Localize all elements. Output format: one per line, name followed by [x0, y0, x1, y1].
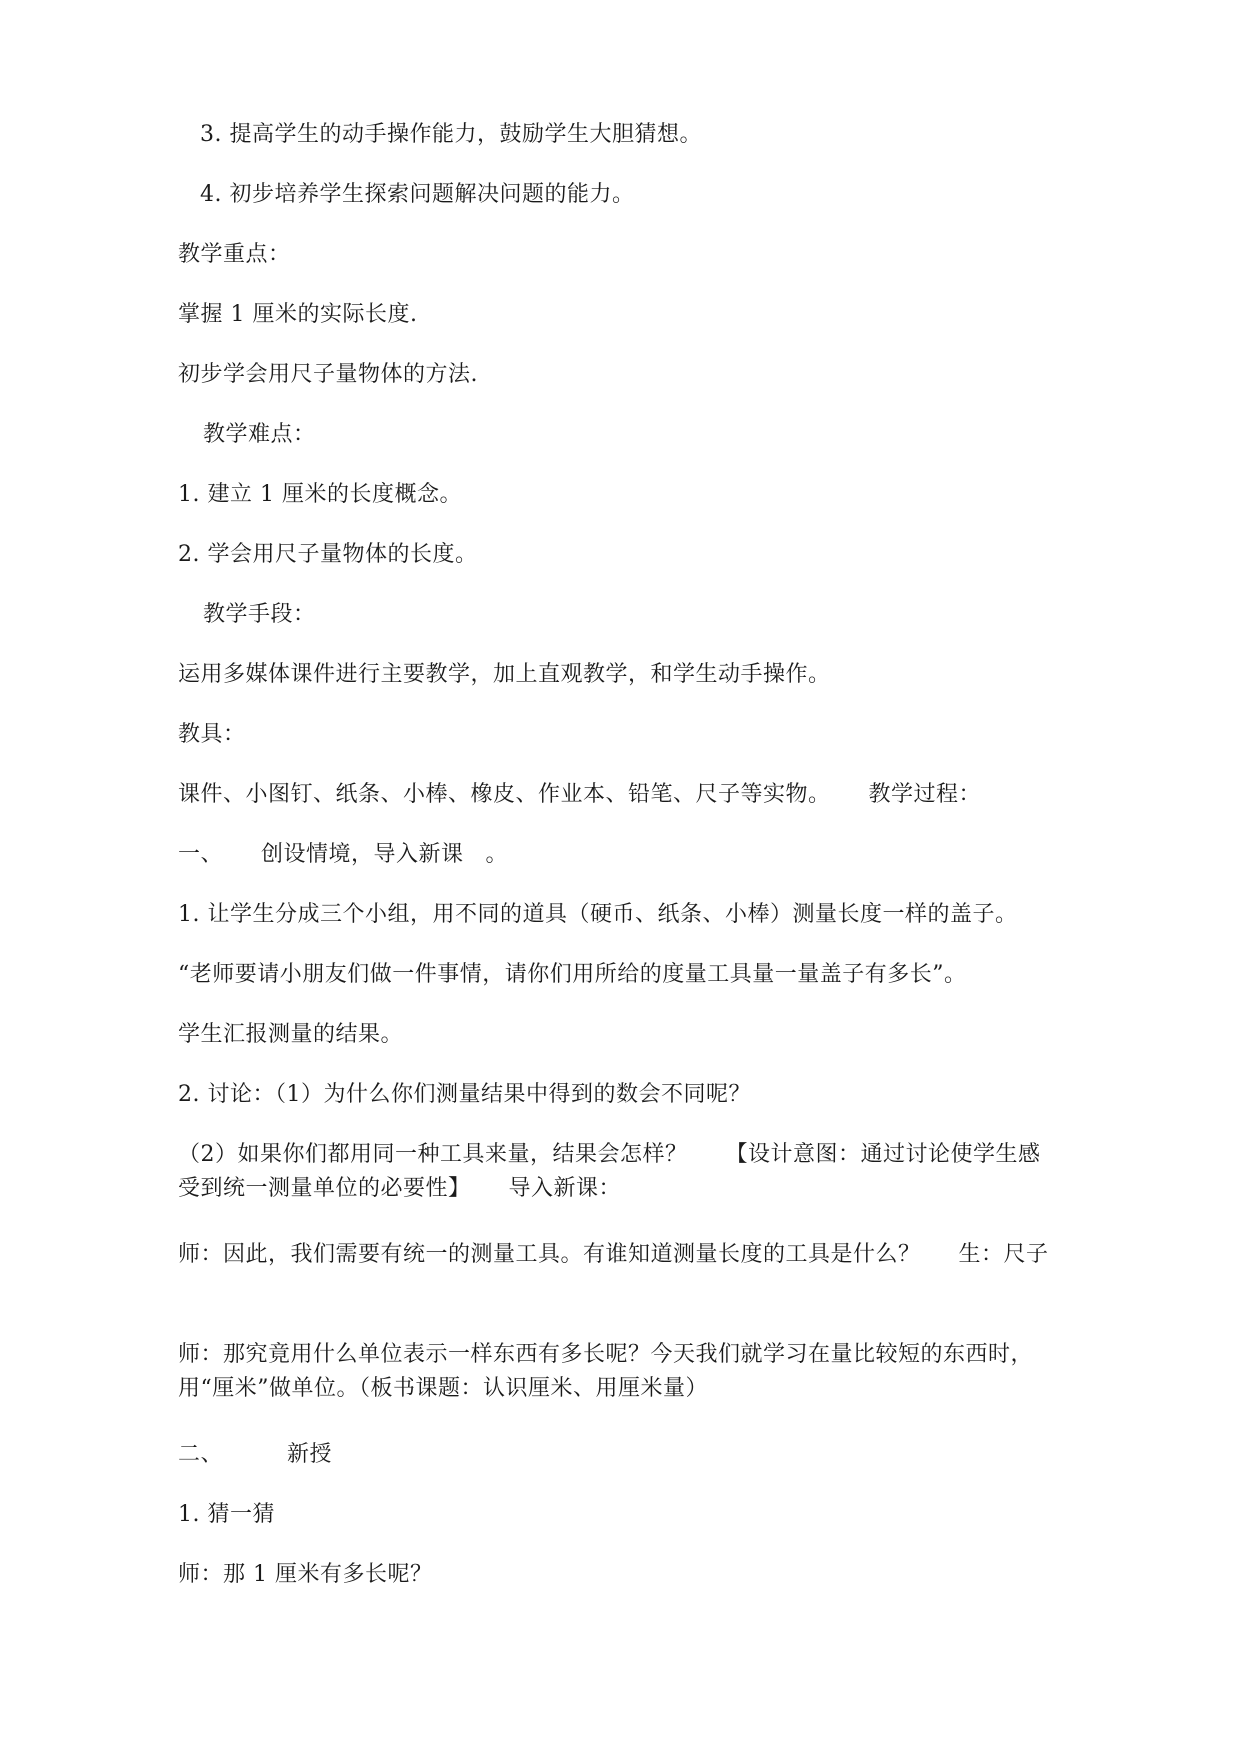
discussion-2-line [178, 1138, 1041, 1172]
heading-difficulties: 教学难点： [203, 422, 316, 447]
difficulty-2: 2. 学会用尺子量物体的长度。 [178, 542, 478, 567]
section-1-heading [178, 838, 508, 872]
student-report: 学生汇报测量的结果。 [178, 1022, 404, 1047]
guess-heading: 1. 猜一猜 [178, 1502, 275, 1527]
heading-teaching-process: 教学过程： [868, 782, 982, 807]
discussion-1: 2. 讨论：（1）为什么你们测量结果中得到的数会不同呢？ [178, 1082, 751, 1107]
teacher-intro-1: 师：那究竟用什么单位表示一样东西有多长呢？今天我们就学习在量比较短的东西时， [178, 1342, 1034, 1367]
discussion-2: （2）如果你们都用同一种工具来量，结果会怎样？ [178, 1142, 688, 1167]
step-1-text: 1. 让学生分成三个小组，用不同的道具（硬币、纸条、小棒）测量长度一样的盖子。 [178, 902, 1018, 927]
design-intent: 【设计意图：通过讨论使学生感 [725, 1142, 1041, 1167]
objective-4: 4. 初步培养学生探索问题解决问题的能力。 [200, 182, 635, 207]
teacher-question-cm: 师：那 1 厘米有多长呢？ [178, 1562, 433, 1587]
key-point-2: 初步学会用尺子量物体的方法. [178, 362, 478, 387]
heading-teaching-means: 教学手段： [203, 602, 316, 627]
intro-new-lesson: 导入新课： [508, 1176, 622, 1201]
teaching-means-text: 运用多媒体课件进行主要教学，加上直观教学，和学生动手操作。 [178, 662, 831, 687]
teaching-aids-line [178, 778, 981, 812]
section-1-period: 。 [485, 842, 509, 867]
section-2-title: 新授 [287, 1442, 333, 1467]
section-1-number: 一、 [178, 842, 224, 867]
student-answer: 生：尺子 [958, 1242, 1049, 1267]
teacher-question: 师：因此，我们需要有统一的测量工具。有谁知道测量长度的工具是什么？ [178, 1242, 921, 1267]
section-2-heading [178, 1438, 332, 1472]
heading-key-points: 教学重点： [178, 242, 291, 267]
teacher-quote: “老师要请小朋友们做一件事情，请你们用所给的度量工具量一量盖子有多长”。 [178, 962, 967, 987]
design-intent-cont-line [178, 1172, 621, 1206]
teacher-question-line [178, 1238, 1049, 1272]
section-2-number: 二、 [178, 1442, 224, 1467]
section-1-title: 创设情境，导入新课 [261, 842, 464, 867]
teaching-aids-text: 课件、小图钉、纸条、小棒、橡皮、作业本、铅笔、尺子等实物。 [178, 782, 831, 807]
heading-teaching-aids: 教具： [178, 722, 246, 747]
design-intent-cont: 受到统一测量单位的必要性】 [178, 1176, 471, 1201]
teacher-intro-2: 用“厘米”做单位。（板书课题：认识厘米、用厘米量） [178, 1376, 708, 1401]
difficulty-1: 1. 建立 1 厘米的长度概念。 [178, 482, 462, 507]
objective-3: 3. 提高学生的动手操作能力，鼓励学生大胆猜想。 [200, 122, 702, 147]
key-point-1: 掌握 1 厘米的实际长度. [178, 302, 418, 327]
